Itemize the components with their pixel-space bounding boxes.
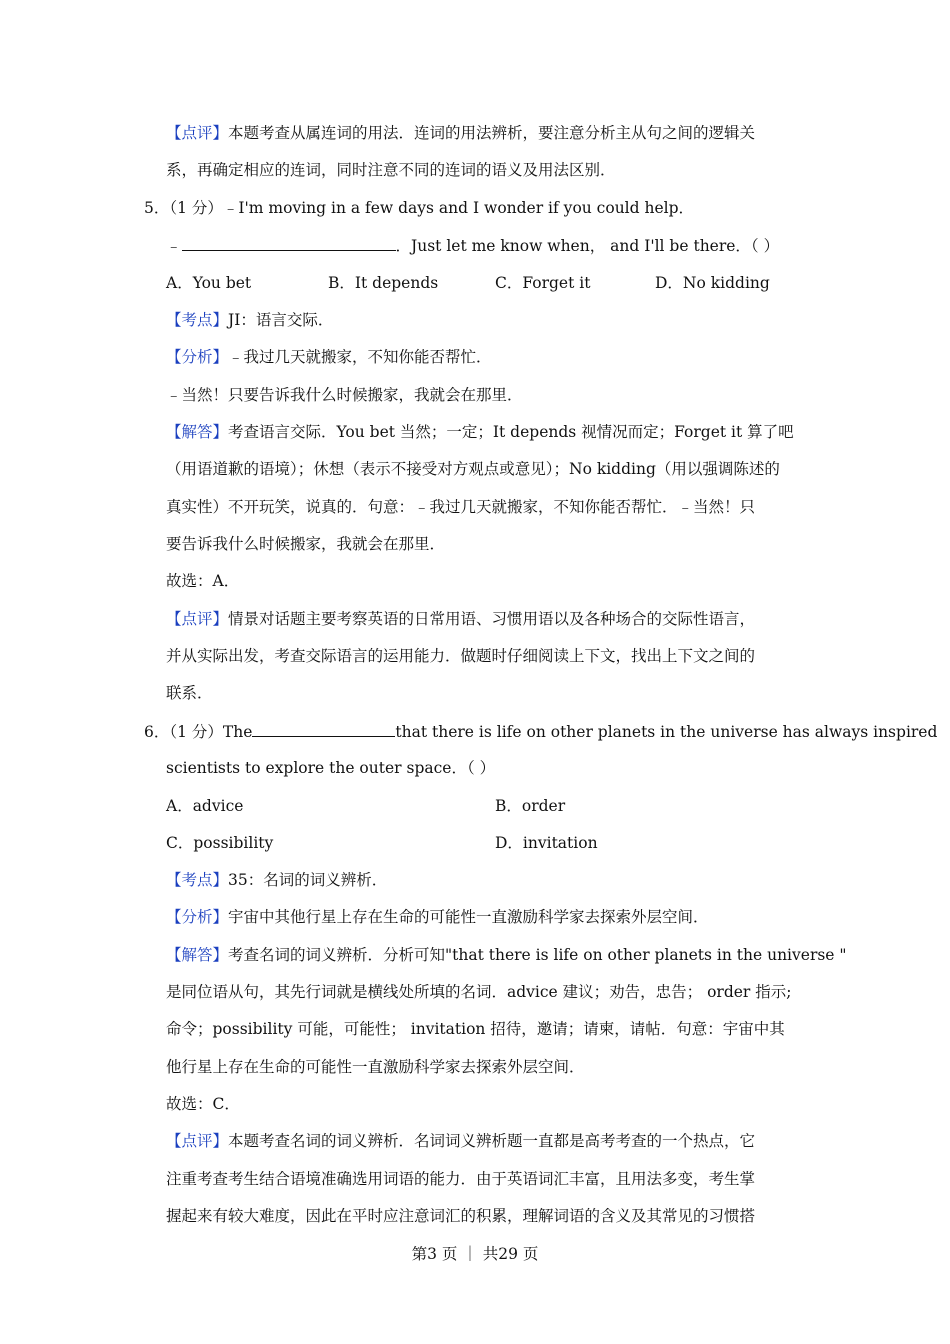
point-tag: 【考点】 (166, 871, 229, 889)
q6-answer-blank (252, 720, 395, 737)
comment-tag: 【点评】 (166, 610, 229, 628)
top-comment-line1 (166, 122, 755, 144)
q6-option-d: D．invitation (495, 834, 598, 852)
q5-point-text: JI：语言交际． (228, 311, 334, 329)
point-tag: 【考点】 (166, 311, 229, 329)
page-footer: 第3 页 ｜ 共29 页 (411, 1245, 539, 1263)
q5-answer-1 (166, 421, 794, 443)
q5-choice: 故选：A． (166, 572, 240, 590)
q5-point (166, 309, 333, 331)
q5-stem: 5．（1 分）﹣I'm moving in a few days and I wonder if you could help． (144, 199, 695, 217)
q6-comment-3: 握起来有较大难度，因此在平时应注意词汇的积累，理解词语的含义及其常见的习惯搭 (166, 1207, 756, 1225)
q5-answer-2: （用语道歉的语境）；休想（表示不接受对方观点或意见）；No kidding（用以强调陈述的 (166, 460, 780, 478)
comment-tag: 【点评】 (166, 124, 229, 142)
q6-option-b: B．order (495, 797, 566, 815)
q5-analysis-1 (166, 346, 492, 368)
answer-tag: 【解答】 (166, 946, 229, 964)
q6-stem-line2: scientists to explore the outer space．（ ） (166, 759, 496, 777)
top-comment-line2: 系，再确定相应的连词，同时注意不同的连词的语义及用法区别． (166, 161, 616, 179)
q6-comment-2: 注重考查考生结合语境准确选用词语的能力．由于英语词汇丰富，且用法多变，考生掌 (166, 1170, 756, 1188)
q5-line2-text: ．Just let me know when， and I'll be there．（ ） (395, 237, 780, 255)
q6-stem (144, 720, 937, 743)
comment-tag: 【点评】 (166, 1132, 229, 1150)
q6-stem-prefix: 6．（1 分）The (144, 723, 253, 741)
q5-answer-4: 要告诉我什么时候搬家，我就会在那里． (166, 535, 446, 553)
q6-stem-suffix: that there is life on other planets in the universe has always inspired (395, 723, 938, 741)
answer-tag: 【解答】 (166, 423, 229, 441)
q5-option-d: D．No kidding (655, 274, 770, 292)
q5-comment-text: 情景对话题主要考察英语的日常用语、习惯用语以及各种场合的交际性语言， (228, 610, 756, 628)
q6-answer-4: 他行星上存在生命的可能性一直激励科学家去探索外层空间． (166, 1058, 585, 1076)
q6-option-c: C．possibility (166, 834, 274, 852)
q5-line2 (166, 234, 779, 257)
q5-dash: ﹣ (166, 237, 182, 255)
analysis-tag: 【分析】 (166, 908, 229, 926)
q5-option-c: C．Forget it (495, 274, 591, 292)
q6-choice: 故选：C． (166, 1095, 240, 1113)
q6-answer-2: 是同位语从句，其先行词就是横线处所填的名词．advice 建议；劝告，忠告； order 指示; (166, 983, 792, 1001)
q5-answer-blank (182, 234, 396, 251)
analysis-tag: 【分析】 (166, 348, 229, 366)
q5-option-b: B．It depends (328, 274, 439, 292)
q6-point-text: 35：名词的词义辨析． (228, 871, 388, 889)
q5-answer-text: 考查语言交际．You bet 当然；一定；It depends 视情况而定；Forget it 算了吧 (228, 423, 794, 441)
q5-analysis-2: ﹣当然！只要告诉我什么时候搬家，我就会在那里． (166, 386, 523, 404)
q6-point (166, 869, 387, 891)
q6-answer-3: 命令；possibility 可能，可能性； invitation 招待，邀请；请柬，请帖．句意：宇宙中其 (166, 1020, 785, 1038)
q6-comment-text: 本题考查名词的词义辨析．名词词义辨析题一直都是高考考查的一个热点，它 (228, 1132, 756, 1150)
q5-comment-1 (166, 608, 755, 630)
q6-analysis-text: 宇宙中其他行星上存在生命的可能性一直激励科学家去探索外层空间． (228, 908, 709, 926)
q6-answer-1 (166, 944, 847, 966)
q6-option-a: A．advice (166, 797, 244, 815)
q5-analysis-text: ﹣我过几天就搬家，不知你能否帮忙． (228, 348, 492, 366)
q6-analysis (166, 906, 709, 928)
q6-comment-1 (166, 1130, 755, 1152)
q6-answer-text: 考查名词的词义辨析．分析可知"that there is life on other planets in the universe " (228, 946, 847, 964)
q5-comment-2: 并从实际出发，考查交际语言的运用能力．做题时仔细阅读上下文，找出上下文之间的 (166, 647, 756, 665)
q5-option-a: A．You bet (166, 274, 252, 292)
q5-comment-3: 联系． (166, 684, 213, 702)
q5-answer-3: 真实性）不开玩笑，说真的．句意：﹣我过几天就搬家，不知你能否帮忙．﹣当然！只 (166, 498, 756, 516)
comment-text: 本题考查从属连词的用法．连词的用法辨析，要注意分析主从句之间的逻辑关 (228, 124, 756, 142)
